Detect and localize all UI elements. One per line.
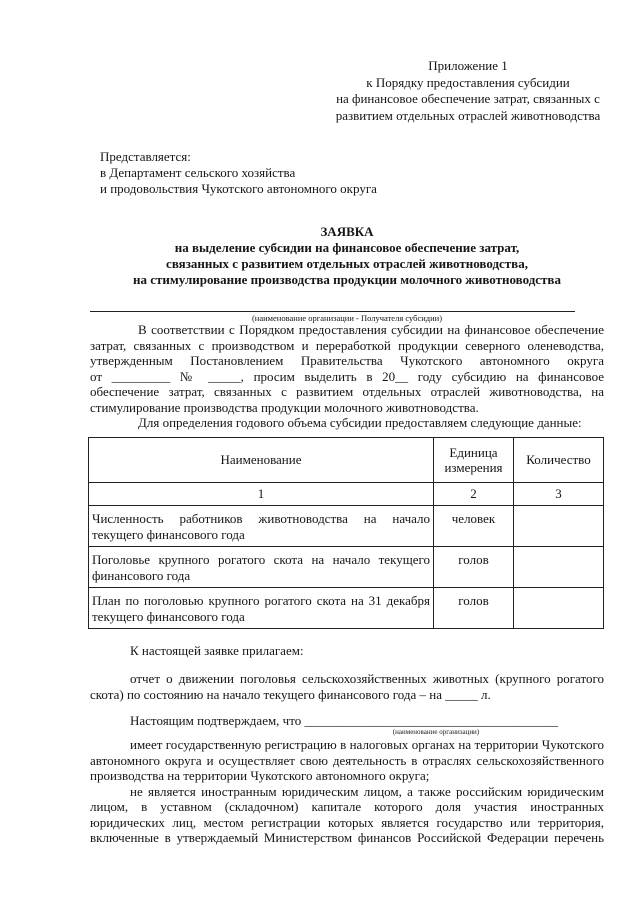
paragraph-line: производства на территории Чукотского автономного округа; [90, 768, 430, 783]
addressee-block [100, 149, 377, 197]
header-unit: Единица измерения [434, 438, 514, 483]
header-name: Наименование [89, 438, 434, 483]
paragraph-line: обеспечение затрат, связанных с развитием отдельных отраслей животноводства, на [90, 384, 604, 399]
paragraph-line: имеет государственную регистрацию в налоговых органах на территории Чукотского [130, 737, 604, 752]
unit-cell: человек [434, 506, 514, 547]
organization-caption: (наименование организации) [392, 728, 480, 736]
title-heading: ЗАЯВКА [320, 224, 374, 239]
table-row [89, 588, 604, 629]
attachments-report-paragraph [90, 671, 604, 702]
subsidy-data-table [88, 437, 604, 629]
confirmation-lead-line [130, 713, 558, 729]
paragraph-line: не является иностранным юридическим лицом, а также российским юридическим [130, 783, 604, 799]
data-intro-text: Для определения годового объема субсидии предоставляем следующие данные: [138, 415, 582, 430]
table-row [89, 547, 604, 588]
indicator-name-line: текущего финансового года [92, 526, 245, 542]
appendix-line: на финансовое обеспечение затрат, связанных с [336, 91, 600, 106]
organization-name-blank: _______________________________________ [304, 713, 558, 728]
column-number: 2 [434, 483, 514, 506]
indicator-name-cell [89, 588, 434, 629]
table-row [89, 506, 604, 547]
indicator-name-line: Поголовье крупного рогатого скота на начало текущего [92, 552, 430, 567]
paragraph-line: от _________ № _____, просим выделить в 20__ году субсидию на финансовое [90, 368, 604, 384]
quantity-cell [514, 506, 604, 547]
table-column-numbers-row [89, 483, 604, 506]
recipient-name-line [90, 311, 575, 312]
title-subtitle-line: на стимулирование производства продукции молочного животноводства [133, 272, 561, 287]
paragraph-line: затрат, связанных с производством и переработкой продукции северного оленеводства, [90, 337, 604, 353]
addressee-line: Представляется: [100, 149, 191, 164]
paragraph-line: отчет о движении поголовья сельскохозяйственных животных (крупного рогатого [130, 671, 604, 686]
title-subtitle-line: связанных с развитием отдельных отраслей животноводства, [166, 256, 528, 271]
paragraph-line: стимулирование производства продукции молочного животноводства. [90, 399, 479, 415]
paragraph-line: В соответствии с Порядком предоставления субсидии на финансовое обеспечение [138, 322, 604, 337]
appendix-line: к Порядку предоставления субсидии [366, 74, 570, 90]
quantity-cell [514, 547, 604, 588]
attachments-heading: К настоящей заявке прилагаем: [130, 643, 304, 658]
application-title [90, 224, 604, 288]
appendix-reference [330, 58, 606, 124]
column-number: 3 [514, 483, 604, 506]
indicator-name-line: текущего финансового года [92, 608, 245, 624]
unit-cell: голов [434, 547, 514, 588]
appendix-line: развитием отдельных отраслей животноводства [335, 107, 601, 123]
header-quantity: Количество [514, 438, 604, 483]
indicator-name-line: План по поголовью крупного рогатого скота на 31 декабря [92, 593, 430, 608]
paragraph-line: лицом, в уставном (складочном) капитале которого доля участия иностранных [90, 799, 604, 814]
paragraph-line: скота) по состоянию на начало текущего финансового года – на _____ л. [90, 686, 491, 702]
title-subtitle-line: на выделение субсидии на финансовое обеспечение затрат, [174, 240, 520, 255]
addressee-line: в Департамент сельского хозяйства [100, 165, 296, 180]
table-header-row [89, 438, 604, 483]
indicator-name-cell [89, 506, 434, 547]
indicator-name-cell [89, 547, 434, 588]
quantity-cell [514, 588, 604, 629]
confirmation-lead-text: Настоящим подтверждаем, что [130, 713, 302, 728]
indicator-name-line: Численность работников животноводства на начало [92, 511, 430, 526]
confirmation-paragraphs [90, 737, 604, 846]
recipient-caption: (наименование организации - Получателя субсидии) [251, 313, 443, 323]
appendix-line: Приложение 1 [428, 58, 508, 73]
paragraph-line: юридических лиц, местом регистрации которых является государство или территория, [90, 814, 604, 830]
column-number: 1 [89, 483, 434, 506]
unit-cell: голов [434, 588, 514, 629]
addressee-line: и продовольствия Чукотского автономного округа [100, 181, 377, 196]
paragraph-line: утвержденным Постановлением Правительства Чукотского автономного округа [90, 353, 604, 368]
intro-paragraph [90, 322, 604, 415]
indicator-name-line: финансового года [92, 567, 191, 583]
paragraph-line: автономного округа и осуществляет свою деятельность в отраслях сельскохозяйственного [90, 752, 604, 768]
paragraph-line: включенные в утверждаемый Министерством финансов Российской Федерации перечень [90, 830, 604, 845]
